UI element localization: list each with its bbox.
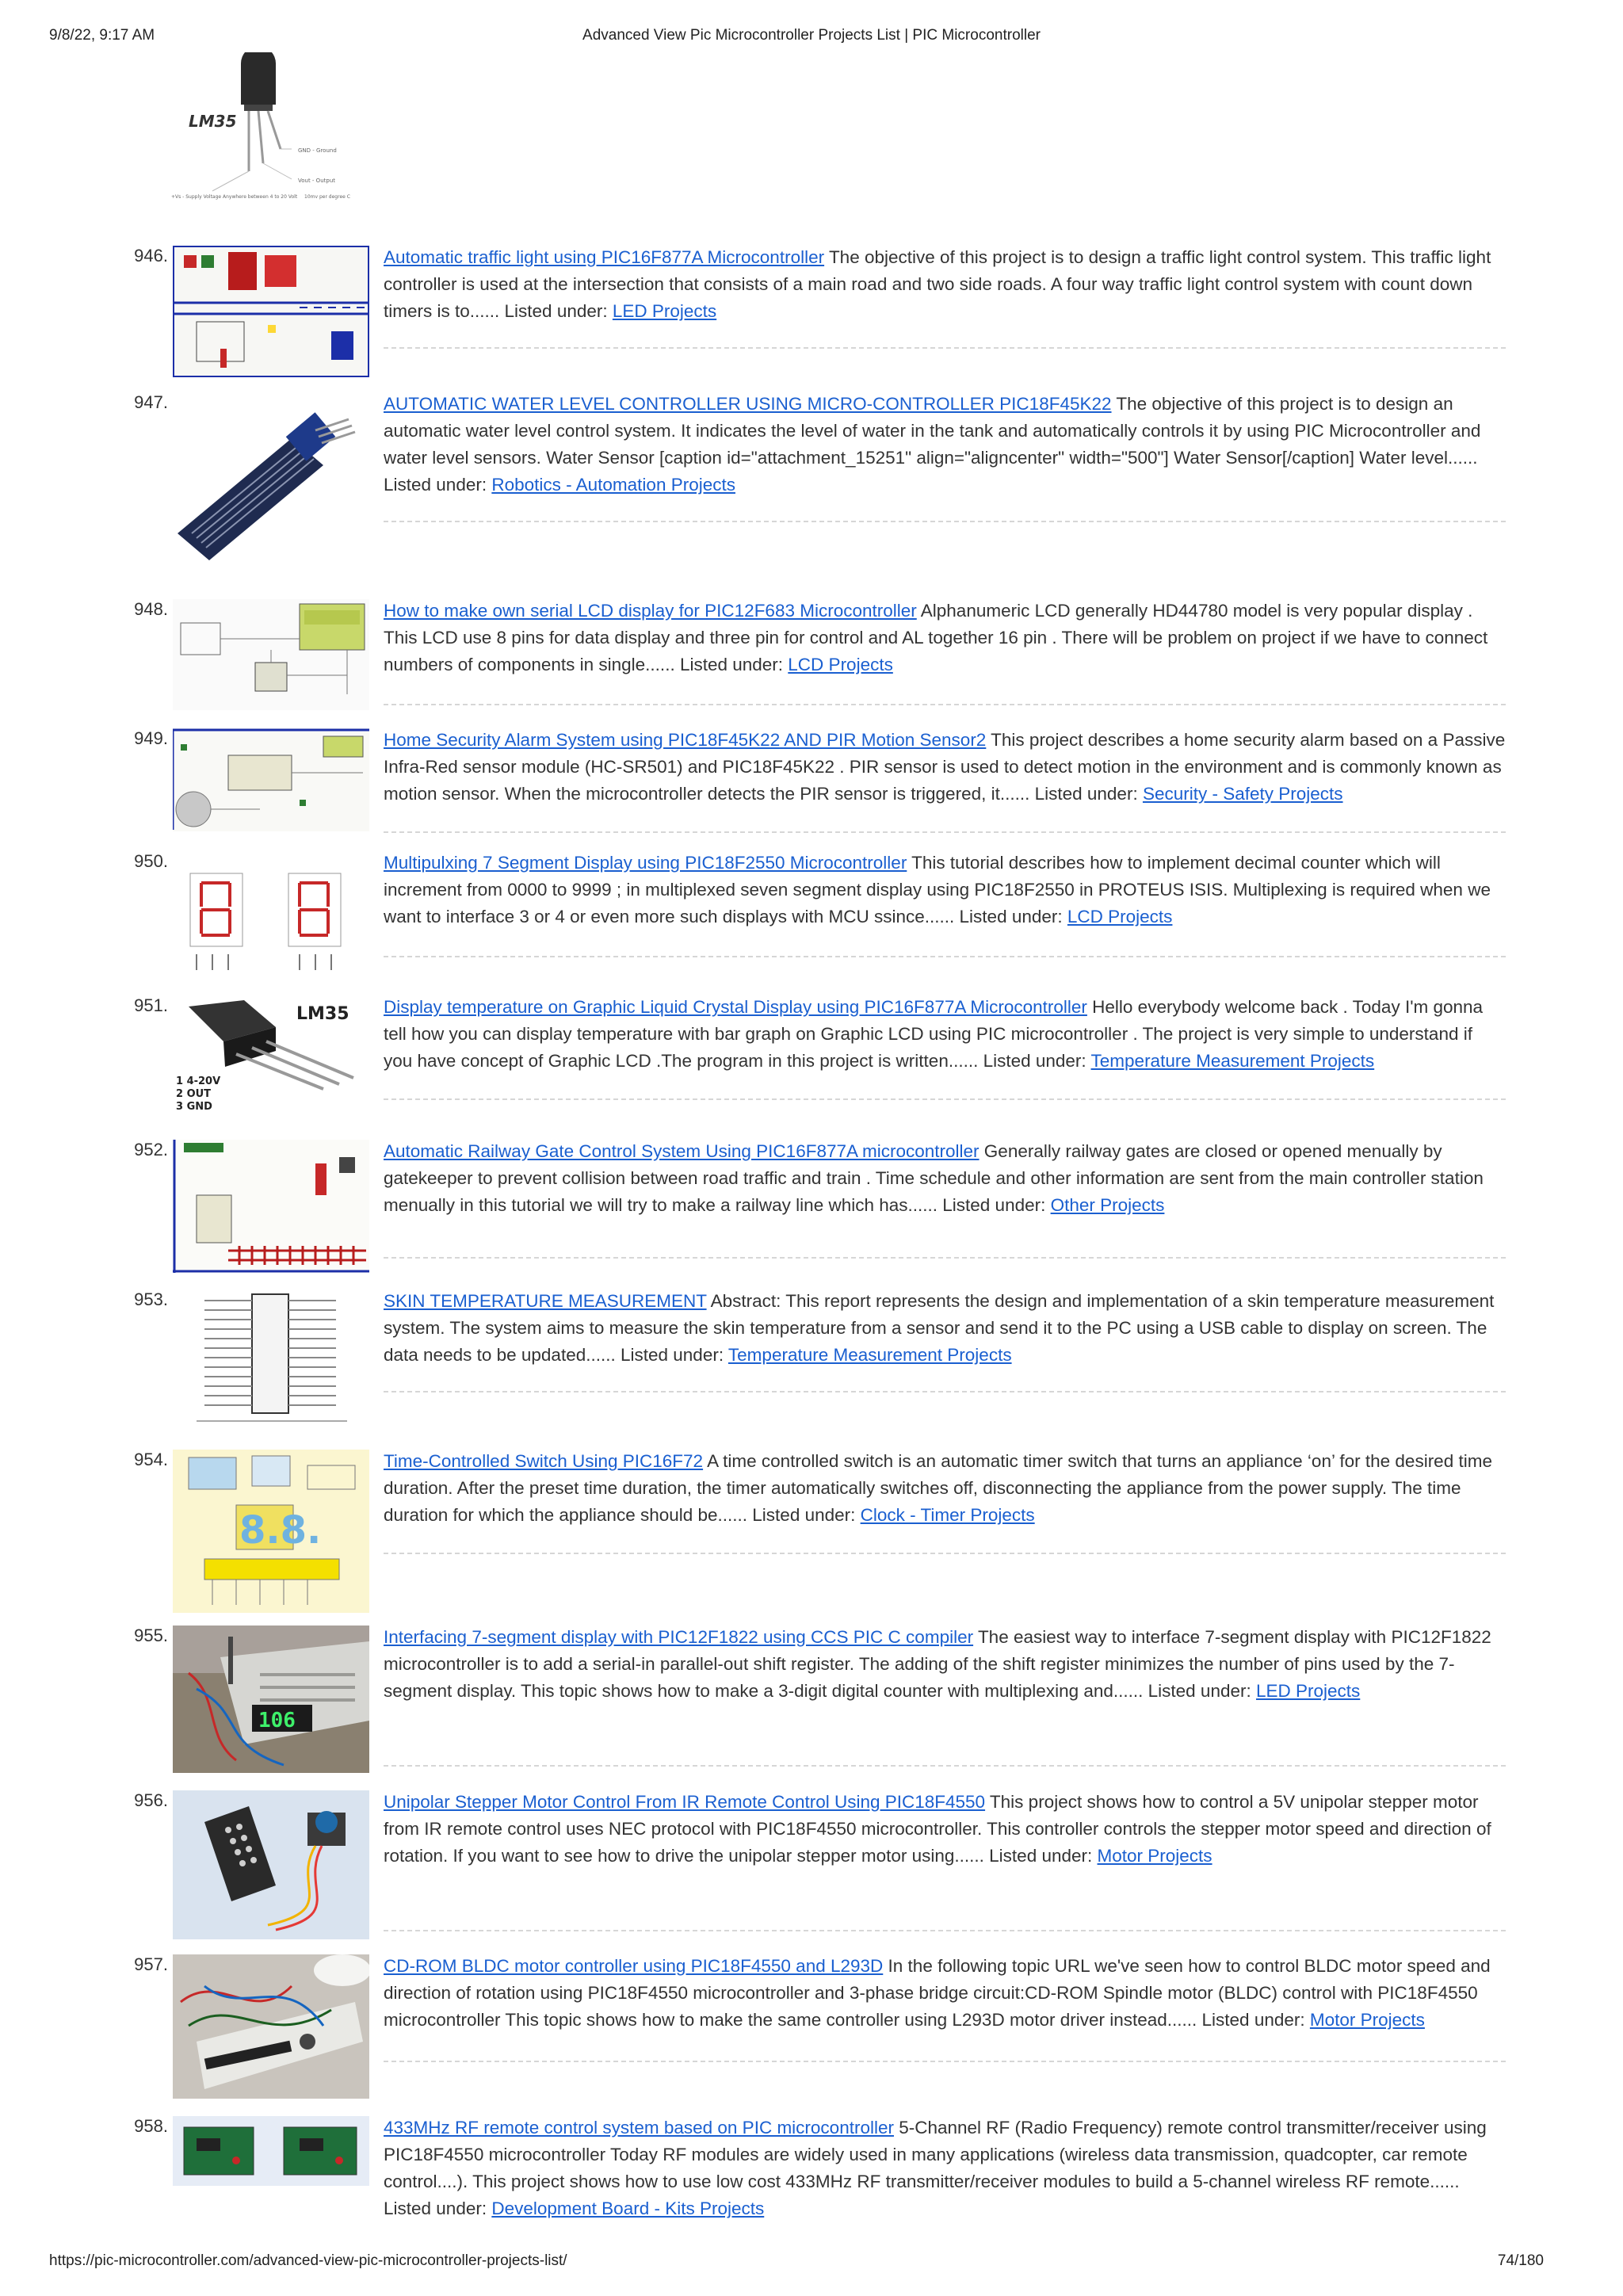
entry-number: 957. (134, 1954, 168, 1974)
svg-text:3 GND: 3 GND (176, 1101, 212, 1113)
entry-text: Time-Controlled Switch Using PIC16F72 A time controlled switch is an automatic timer switch that turns an appliance ‘on’ for the desired time duration. After the preset time duration, the timer automatically switches off, disconnecting the appliance from the power supply. The time duration for which the appliance should be...... Listed under: Clock - Timer Projects (384, 1451, 1492, 1525)
entry-number: 949. (134, 728, 168, 748)
entry-divider (384, 1257, 1506, 1259)
category-link[interactable]: Temperature Measurement Projects (1090, 1051, 1375, 1071)
entry-number: 946. (134, 246, 168, 266)
category-link[interactable]: Security - Safety Projects (1142, 784, 1343, 804)
entry-text: Unipolar Stepper Motor Control From IR Remote Control Using PIC18F4550 This project shows how to control a 5V unipolar stepper motor from IR remote control uses NEC protocol with PIC18F4550 microcontroller. This controller controls the stepper motor speed and direction of rotation. If you want to see how to drive the unipolar stepper motor using...... Listed under: Motor Projects (384, 1792, 1491, 1866)
svg-text:+Vs - Supply Voltage Anywhere: +Vs - Supply Voltage Anywhere between 4 to 20 Volt (171, 194, 298, 200)
project-thumbnail[interactable] (173, 1450, 369, 1613)
entry-number: 951. (134, 995, 168, 1015)
svg-text:LM35: LM35 (296, 1004, 349, 1024)
print-url: https://pic-microcontroller.com/advanced-view-pic-microcontroller-projects-list/ (49, 2252, 567, 2269)
category-link[interactable]: Robotics - Automation Projects (491, 475, 735, 495)
entry-number: 955. (134, 1626, 168, 1645)
project-thumbnail[interactable] (173, 1626, 369, 1773)
svg-text:106: 106 (258, 1709, 296, 1733)
entry-divider (384, 1553, 1506, 1554)
entry-text: Automatic traffic light using PIC16F877A Microcontroller The objective of this project is to design a traffic light control system. This traffic light controller is used at the intersection that consists of a main road and two side roads. A four way traffic light control system with count down timers is to...... Listed under: LED Projects (384, 247, 1491, 321)
category-link[interactable]: LED Projects (1255, 1681, 1361, 1701)
project-thumbnail[interactable] (173, 2116, 369, 2186)
entry-divider (384, 704, 1506, 705)
entry-text: Multipulxing 7 Segment Display using PIC18F2550 Microcontroller This tutorial describes how to implement decimal counter which will increment from 0000 to 9999 ; in multiplexed seven segment display using PIC18F2550 in PROTEUS ISIS. Multiplexing is required when we want to interface 3 or 4 or even more such displays with MCU ssince...... Listed under: LCD Projects (384, 853, 1491, 926)
project-thumbnail[interactable] (173, 1140, 369, 1273)
entry-text: SKIN TEMPERATURE MEASUREMENT Abstract: This report represents the design and implementation of a skin temperature measurement system. The system aims to measure the skin temperature from a sensor and send it to the PC using a USB cable to display on screen. The data needs to be updated...... Listed under: Temperature Measurement Projects (384, 1291, 1495, 1365)
project-thumbnail[interactable] (173, 995, 369, 1114)
category-link[interactable]: LCD Projects (1067, 907, 1173, 926)
project-link[interactable]: Automatic Railway Gate Control System Using PIC16F877A microcontroller (384, 1141, 980, 1161)
lm35-label: LM35 (189, 112, 237, 131)
svg-text:GND - Ground: GND - Ground (298, 147, 337, 154)
entry-number: 954. (134, 1450, 168, 1469)
project-link[interactable]: Interfacing 7-segment display with PIC12F1822 using CCS PIC C compiler (384, 1627, 974, 1647)
project-link[interactable]: Automatic traffic light using PIC16F877A Microcontroller (384, 247, 825, 267)
entry-text: AUTOMATIC WATER LEVEL CONTROLLER USING MICRO-CONTROLLER PIC18F45K22 The objective of this project is to design an automatic water level control system. It indicates the level of water in the tank and automatically controls it by using PIC Microcontroller and water level sensors. Water Sensor [caption id="attachment_15251" align="aligncenter" width="500"] Water Sensor[/caption] Water level...... Listed under: Robotics - Automation Projects (384, 394, 1481, 495)
project-thumbnail[interactable] (173, 728, 369, 831)
project-thumbnail[interactable] (173, 851, 369, 975)
category-link[interactable]: Motor Projects (1097, 1846, 1212, 1866)
entry-number: 952. (134, 1140, 168, 1159)
project-link[interactable]: Multipulxing 7 Segment Display using PIC18F2550 Microcontroller (384, 853, 907, 873)
entry-text: Display temperature on Graphic Liquid Crystal Display using PIC16F877A Microcontroller Hello everybody welcome back . Today I'm gonna tell how you can display temperature with bar graph on Graphic LCD using PIC microcontroller . The project is very simple to understand if you have concept of Graphic LCD .The program in this project is written...... Listed under: Temperature Measurement Projects (384, 997, 1484, 1071)
entry-number: 947. (134, 392, 168, 412)
entry-divider (384, 521, 1506, 522)
category-link[interactable]: LCD Projects (788, 655, 893, 674)
svg-text:2 OUT: 2 OUT (176, 1088, 212, 1100)
print-page-title: Advanced View Pic Microcontroller Projects List | PIC Microcontroller (582, 27, 1041, 44)
entry-divider (384, 1391, 1506, 1392)
entry-divider (384, 1098, 1506, 1100)
entry-number: 948. (134, 599, 168, 619)
category-link[interactable]: Motor Projects (1309, 2010, 1425, 2030)
entry-divider (384, 956, 1506, 957)
entry-number: 956. (134, 1790, 168, 1810)
project-link[interactable]: Home Security Alarm System using PIC18F45K22 AND PIR Motion Sensor2 (384, 730, 987, 750)
entry-text: Home Security Alarm System using PIC18F45K22 AND PIR Motion Sensor2 This project describes a home security alarm based on a Passive Infra-Red sensor module (HC-SR501) and PIC18F45K22 . PIR sensor is used to detect motion in the environment and is commonly known as motion sensor. When the microcontroller detects the PIR sensor is triggered, it...... Listed under: Security - Safety Projects (384, 730, 1506, 804)
project-link[interactable]: AUTOMATIC WATER LEVEL CONTROLLER USING MICRO-CONTROLLER PIC18F45K22 (384, 394, 1112, 414)
category-link[interactable]: Clock - Timer Projects (860, 1505, 1035, 1525)
project-link[interactable]: Time-Controlled Switch Using PIC16F72 (384, 1451, 704, 1471)
project-link[interactable]: 433MHz RF remote control system based on PIC microcontroller (384, 2118, 894, 2137)
lm35-sensor-image (165, 52, 371, 204)
entry-number: 950. (134, 851, 168, 871)
svg-text:10mv per degree C: 10mv per degree C (304, 194, 350, 200)
project-thumbnail[interactable] (173, 246, 369, 377)
entry-text: 433MHz RF remote control system based on PIC microcontroller 5-Channel RF (Radio Frequency) remote control transmitter/receiver using PIC18F4550 microcontroller Today RF modules are widely used in many applications (wireless data transmission, quadcopter, car remote control....). This project shows how to use low cost 433MHz RF transmitter/receiver modules to build a 5-channel wireless RF remote...... Listed under: Development Board - Kits Projects (384, 2118, 1487, 2218)
entry-number: 958. (134, 2116, 168, 2136)
entry-text: CD-ROM BLDC motor controller using PIC18F4550 and L293D In the following topic URL we've seen how to control BLDC motor speed and direction of rotation using PIC18F4550 microcontroller and 3-phase bridge circuit:CD-ROM Spindle motor (BLDC) control with PIC18F4550 microcontroller This topic shows how to make the same controller using L293D motor driver instead...... Listed under: Motor Projects (384, 1956, 1491, 2030)
project-link[interactable]: SKIN TEMPERATURE MEASUREMENT (384, 1291, 707, 1311)
category-link[interactable]: LED Projects (612, 301, 717, 321)
print-datetime: 9/8/22, 9:17 AM (49, 27, 155, 44)
project-thumbnail[interactable] (173, 1954, 369, 2099)
entry-divider (384, 347, 1506, 349)
entry-number: 953. (134, 1289, 168, 1309)
entry-text: How to make own serial LCD display for PIC12F683 Microcontroller Alphanumeric LCD generally HD44780 model is very popular display . This LCD use 8 pins for data display and three pin for control and AL together 16 pin . There will be problem on project if we have to connect numbers of components in single...... Listed under: LCD Projects (384, 601, 1488, 674)
entry-text: Interfacing 7-segment display with PIC12F1822 using CCS PIC C compiler The easiest way to interface 7-segment display with PIC12F1822 microcontroller is to add a serial-in parallel-out shift register. The adding of the shift register minimizes the number of pins used by the 7-segment display. This topic shows how to make a 3-digit digital counter with multiplexing and...... Listed under: LED Projects (384, 1627, 1491, 1701)
project-thumbnail[interactable] (173, 392, 369, 575)
category-link[interactable]: Development Board - Kits Projects (491, 2199, 765, 2218)
category-link[interactable]: Other Projects (1050, 1195, 1165, 1215)
svg-text:Vout - Output: Vout - Output (298, 178, 336, 184)
svg-text:8.8.: 8.8. (239, 1508, 322, 1553)
page-number: 74/180 (1497, 2252, 1544, 2269)
project-thumbnail[interactable] (173, 1289, 369, 1427)
project-thumbnail[interactable] (173, 1790, 369, 1939)
project-link[interactable]: Unipolar Stepper Motor Control From IR Remote Control Using PIC18F4550 (384, 1792, 986, 1812)
entry-divider (384, 2061, 1506, 2062)
project-link[interactable]: Display temperature on Graphic Liquid Crystal Display using PIC16F877A Microcontroller (384, 997, 1087, 1017)
project-thumbnail[interactable] (173, 599, 369, 710)
category-link[interactable]: Temperature Measurement Projects (727, 1345, 1012, 1365)
project-link[interactable]: How to make own serial LCD display for PIC12F683 Microcontroller (384, 601, 917, 621)
project-link[interactable]: CD-ROM BLDC motor controller using PIC18F4550 and L293D (384, 1956, 884, 1976)
entry-divider (384, 1765, 1506, 1767)
entry-divider (384, 831, 1506, 833)
entry-divider (384, 1930, 1506, 1931)
entry-text: Automatic Railway Gate Control System Using PIC16F877A microcontroller Generally railway gates are closed or opened menually by gatekeeper to prevent collision between road traffic and train . Time schedule and other information are sent from the main controller station menually in this tutorial we will try to make a railway line which has...... Listed under: Other Projects (384, 1141, 1484, 1215)
svg-text:1 4-20V: 1 4-20V (176, 1075, 221, 1087)
